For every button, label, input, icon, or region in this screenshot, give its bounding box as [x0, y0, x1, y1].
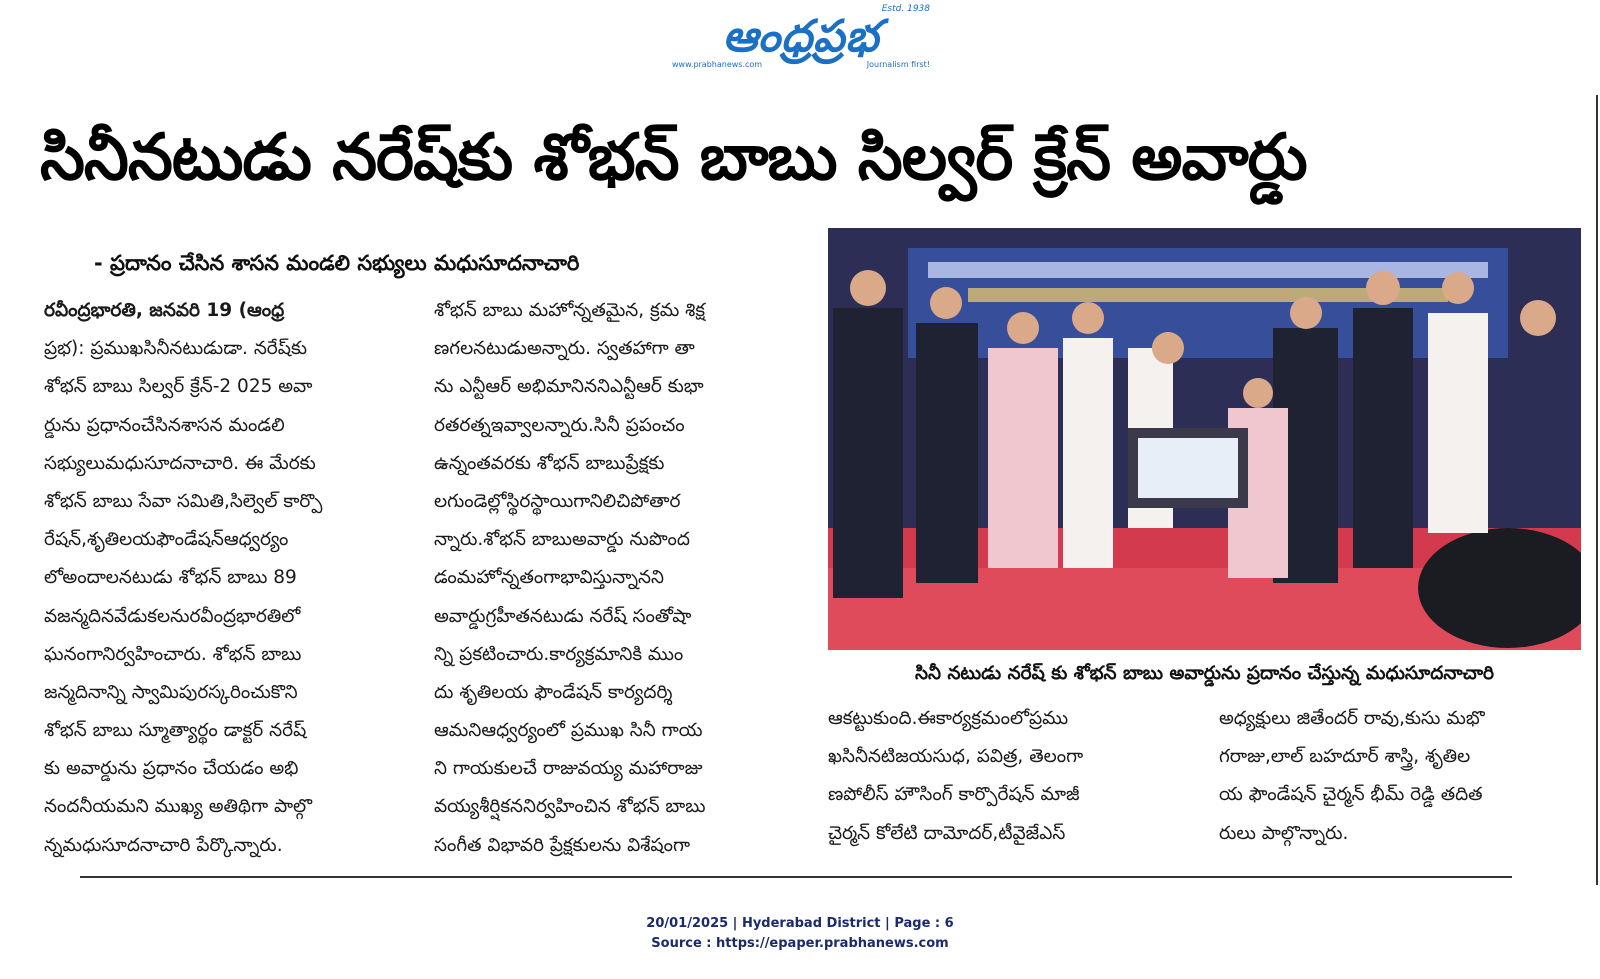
column-line: ప్రభ): ప్రముఖసినీనటుడుడా. నరేష్‌కు: [44, 338, 308, 360]
photo-illustration: [828, 228, 1581, 650]
masthead-tagline: Journalism first!: [866, 60, 930, 69]
column-line: రేషన్,శృతిలయఫౌండేషన్‌ఆధ్వర్యం: [44, 529, 289, 551]
column-line: అధ్యక్షులు జితేందర్ రావు,కుసు మభొ: [1219, 708, 1485, 729]
column-line: ఖసినీనటిజయసుధ, పవిత్ర, తెలంగా: [828, 746, 1084, 768]
column-line: ను ఎన్టీఆర్ అభిమానిననిఎన్టీఆర్ కుభా: [434, 376, 704, 398]
column-line: ర్డును ప్రధానంచేసినశాసన మండలి: [44, 414, 285, 436]
article-subheadline: - ప్రదానం చేసిన శాసన మండలి సభ్యులు మధుసూదనాచారి: [94, 251, 580, 275]
column-line: శోభన్ బాబు స్మూత్యార్థం డాక్టర్ నరేష్: [44, 720, 307, 742]
vertical-rule: [1596, 95, 1598, 885]
column-line: రవీంద్రభారతి, జనవరి 19 (ఆంధ్ర: [44, 300, 285, 321]
column-line: న్ని ప్రకటించారు.కార్యక్రమానికి ముం: [434, 643, 684, 665]
column-line: అవార్డుగ్రహీతనటుడు నరేష్ సంతోషా: [434, 605, 692, 627]
masthead-estd: Estd. 1938: [881, 4, 930, 14]
column-line: శోభన్ బాబు మహోన్నతమైన, క్రమ శిక్ష: [434, 300, 705, 321]
column-line: సంగీత విభావరి ప్రేక్షకులను విశేషంగా: [434, 834, 691, 856]
column-line: నందనీయమని ముఖ్య అతిథిగా పాల్గొ: [44, 796, 313, 818]
article-headline: సినీనటుడు నరేష్‌కు శోభన్ బాబు సిల్వర్ క్రేన్ అవార్డు: [40, 121, 1307, 195]
photo-caption: సినీ నటుడు నరేష్ కు శోభన్ బాబు అవార్డును ప్రదానం చేస్తున్న మధుసూదనాచారి: [915, 663, 1494, 684]
column-line: వయ్యశీర్షికననిర్వహించిన శోభన్ బాబు: [434, 796, 706, 818]
page-footer: [0, 914, 1600, 954]
masthead: [672, 4, 930, 78]
column-line: ణపోలీస్ హౌసింగ్ కార్పొరేషన్ మాజీ: [828, 784, 1080, 806]
column-line: జన్మదినాన్ని స్వామిపురస్కరించుకొని: [44, 681, 298, 703]
article-column-1: [44, 292, 400, 865]
column-line: న్నమధుసూదనాచారి పేర్కొన్నారు.: [44, 834, 283, 856]
column-line: గరాజు,లాల్ బహదూర్ శాస్త్రి, శృతిల: [1219, 746, 1471, 768]
award-ceremony-photo: [828, 228, 1581, 650]
column-line: ణగలనటుడుఅన్నారు. స్వతహాగా తా: [434, 338, 695, 360]
article-column-4: [1219, 700, 1569, 853]
column-line: ఘనంగానిర్వహించారు. శోభన్ బాబు: [44, 643, 302, 665]
column-line: రులు పాల్గొన్నారు.: [1219, 822, 1349, 844]
column-line: శోభన్ బాబు సిల్వర్ క్రేన్-2 025 అవా: [44, 376, 313, 398]
column-line: ఆమనిఆధ్వర్యంలో ప్రముఖ సినీ గాయ: [434, 720, 703, 742]
column-line: ఉన్నంతవరకు శోభన్ బాబుప్రేక్షకు: [434, 452, 665, 474]
column-line: కు అవార్డును ప్రధానం చేయడం అభి: [44, 758, 299, 780]
article-column-3: [828, 700, 1178, 853]
article-column-2: [434, 292, 794, 865]
footer-source: Source : https://epaper.prabhanews.com: [651, 936, 949, 951]
column-line: య ఫౌండేషన్ చైర్మన్ భీమ్ రెడ్డి తదిత: [1219, 784, 1483, 806]
column-line: ఆకట్టుకుంది.ఈకార్యక్రమంలోప్రము: [828, 708, 1069, 729]
footer-date-page: 20/01/2025 | Hyderabad District | Page : 6: [646, 916, 954, 931]
horizontal-rule: [80, 876, 1512, 878]
newspaper-logo: ఆంధ్రప్రభ: [722, 11, 880, 62]
column-line: ని గాయకులచే రాజువయ్య మహారాజు: [434, 758, 703, 780]
column-line: లోఅందాలనటుడు శోభన్ బాబు 89: [44, 567, 297, 589]
column-line: శోభన్ బాబు సేవా సమితి,సిల్వెల్ కార్పొ: [44, 490, 323, 512]
column-line: డంమహోన్నతంగాభావిస్తున్నానని: [434, 567, 665, 589]
column-line: న్నారు.శోభన్ బాబుఅవార్డు నుపొంద: [434, 529, 690, 551]
column-line: రతరత్నఇవ్వాలన్నారు.సినీ ప్రపంచం: [434, 414, 685, 436]
column-line: చైర్మన్ కోలేటి దామోదర్,టీవైజేఎస్: [828, 822, 1066, 844]
masthead-website: www.prabhanews.com: [672, 60, 763, 69]
column-line: దు శృతిలయ ఫౌండేషన్ కార్యదర్శి: [434, 681, 673, 703]
column-line: సభ్యులుమధుసూదనాచారి. ఈ మేరకు: [44, 452, 316, 474]
column-line: వజన్మదినవేడుకలనురవీంద్రభారతిలో: [44, 605, 301, 627]
column-line: లగుండెల్లోస్థిరస్థాయిగానిలిచిపోతార: [434, 490, 681, 512]
